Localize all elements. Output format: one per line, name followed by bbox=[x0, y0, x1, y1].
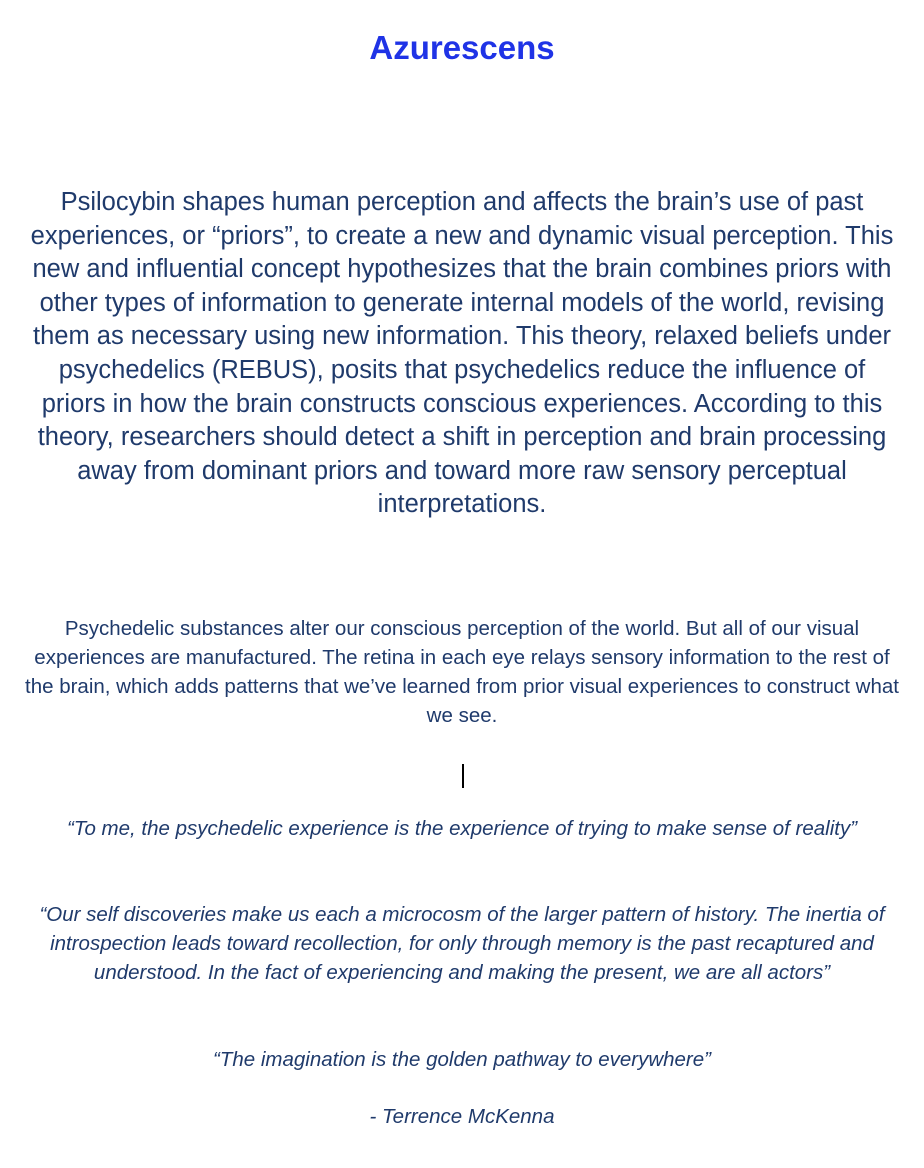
quote-self-discoveries[interactable]: “Our self discoveries make us each a microcosm of the larger pattern of history. The inertia of introspection leads toward recollection, for only through memory is the past recaptured and understood. In the fact of experiencing and making the present, we are all actors” bbox=[39, 903, 885, 984]
quote-attribution[interactable]: - Terrence McKenna bbox=[369, 1105, 555, 1128]
intro-paragraph[interactable]: Psilocybin shapes human perception and affects the brain’s use of past experiences, or “priors”, to create a new and dynamic visual perception. This new and influential concept hypothesizes that the brain combines priors with other types of information to generate internal models of the world, revising them as necessary using new information. This theory, relaxed beliefs under psychedelics (REBUS), posits that psychedelics reduce the influence of priors in how the brain constructs conscious experiences. According to this theory, researchers should detect a shift in perception and brain processing away from dominant priors and toward more raw sensory perceptual interpretations. bbox=[30, 188, 894, 519]
document-title: Azurescens bbox=[369, 29, 555, 66]
perception-paragraph[interactable]: Psychedelic substances alter our conscious perception of the world. But all of our visual experiences are manufactured. The retina in each eye relays sensory information to the rest of the brain, which adds patterns that we’ve learned from prior visual experiences to construct what we see. bbox=[25, 617, 899, 727]
quote-imagination[interactable]: “The imagination is the golden pathway to everywhere” bbox=[213, 1048, 711, 1071]
text-cursor bbox=[462, 764, 464, 788]
quote-reality[interactable]: “To me, the psychedelic experience is the experience of trying to make sense of reality” bbox=[66, 817, 858, 840]
